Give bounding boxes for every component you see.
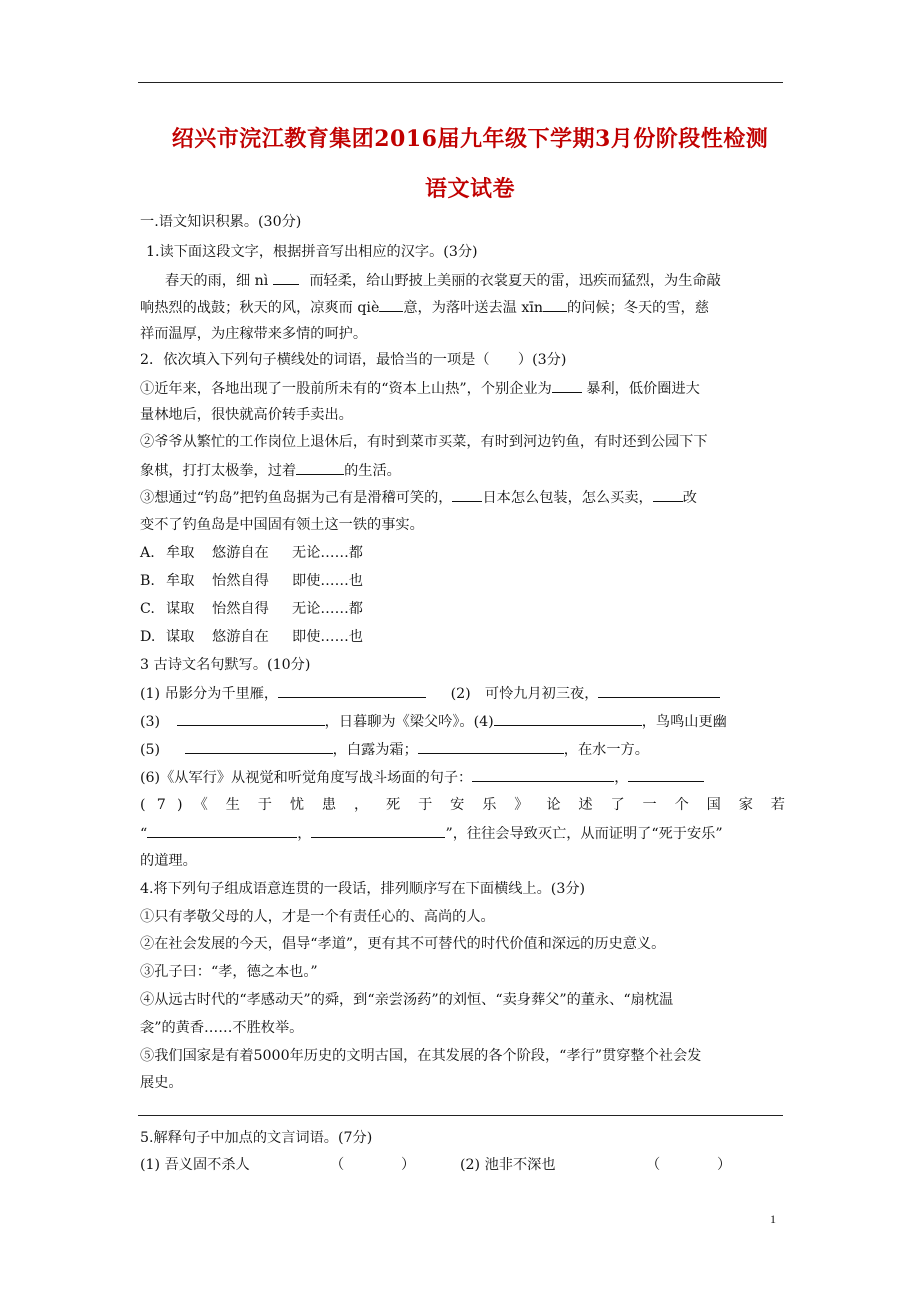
section-heading: 一.语文知识积累。(30分) [140, 214, 302, 230]
blank-4 [552, 378, 582, 393]
blank-3 [543, 297, 567, 312]
q3-line-6 [140, 823, 785, 844]
q3-text: ，白露为霜； [332, 742, 418, 758]
q2-sentence-1-cont: 量林地后，很快就高价转手卖出。 [140, 407, 353, 423]
q1-text: 而轻柔，给山野披上美丽的衣裳夏天的雷，迅疾而猛烈，为生命敲 [309, 273, 721, 289]
option-d [140, 627, 785, 647]
option-word: 牟取 [166, 573, 195, 589]
page-number: 1 [770, 1212, 776, 1226]
blank-8 [278, 683, 426, 698]
answer-paren: （ ） [646, 1157, 732, 1173]
q3-text: (6)《从军行》从视觉和听觉角度写战斗场面的句子： [140, 770, 473, 786]
q4-sentence-2: ②在社会发展的今天，倡导“孝道”，更有其不可替代的时代价值和深远的历史意义。 [140, 936, 666, 952]
option-letter: A. [140, 545, 155, 561]
q3-text: ， [297, 826, 312, 842]
q1-stem: 1.读下面这段文字，根据拼音写出相应的汉字。(3分) [146, 244, 478, 260]
blank-1 [273, 270, 299, 285]
blank-11 [494, 711, 642, 726]
q2-sentence-1 [140, 378, 785, 399]
option-word: 谋取 [166, 629, 195, 645]
q1-line-2 [140, 297, 785, 318]
q2-text: ③想通过“钓岛”把钓鱼岛据为己有是滑稽可笑的， [140, 490, 453, 506]
q2-sentence-2-cont [140, 460, 785, 481]
option-word: 谋取 [166, 601, 195, 617]
top-rule [138, 82, 783, 83]
q1-line-3: 祥而温厚，为庄稼带来多情的呵护。 [140, 326, 368, 342]
option-word: 即使……也 [292, 629, 363, 645]
q5-stem: 5.解释句子中加点的文言词语。(7分) [140, 1130, 373, 1146]
q3-line-7: 的道理。 [140, 853, 197, 869]
page-title: 绍兴市浣江教育集团2016届九年级下学期3月份阶段性检测 [171, 126, 769, 152]
q2-sentence-3 [140, 487, 785, 508]
q1-text: 意，为落叶送去温 xīn [403, 300, 544, 316]
blank-16 [147, 823, 297, 838]
q2-text: ①近年来，各地出现了一股前所未有的“资本上山热”，个别企业为 [140, 381, 552, 397]
q1-text: 响热烈的战鼓；秋天的风，凉爽而 qiè [140, 300, 380, 316]
option-c [140, 599, 785, 619]
blank-9 [598, 683, 720, 698]
q3-text: ，鸟鸣山更幽 [641, 714, 727, 730]
option-letter: D. [140, 629, 156, 645]
blank-7 [653, 487, 683, 502]
q3-text: ，日暮聊为《梁父吟》。(4) [324, 714, 494, 730]
q3-text: (5) [140, 742, 161, 758]
q1-text: 的问候；冬天的雪，慈 [567, 300, 709, 316]
q3-text: “ [140, 826, 148, 842]
blank-6 [452, 487, 482, 502]
q2-stem: 2．依次填入下列句子横线处的词语，最恰当的一项是（ ）(3分) [140, 352, 567, 368]
q1-line-1 [165, 270, 810, 291]
q2-text: 日本怎么包装，怎么买卖， [482, 490, 653, 506]
q3-text: ”，往往会导致灭亡，从而证明了“死于安乐” [445, 826, 723, 842]
q3-line-3 [140, 739, 785, 760]
blank-13 [418, 739, 564, 754]
q4-sentence-3: ③孔子曰：“孝，德之本也。” [140, 964, 318, 980]
option-word: 怡然自得 [212, 573, 269, 589]
q4-sentence-5: ⑤我们国家是有着5000年历史的文明古国，在其发展的各个阶段，“孝行”贯穿整个社会发 [140, 1048, 702, 1064]
q3-line-1 [140, 683, 785, 704]
q3-text: ， [614, 770, 629, 786]
q4-sentence-4: ④从远古时代的“孝感动天”的舜，到“亲尝汤药”的刘恒、“卖身葬父”的董永、“扇枕温 [140, 992, 674, 1008]
option-word: 怡然自得 [212, 601, 269, 617]
blank-2 [379, 297, 403, 312]
q4-sentence-4-cont: 衾”的黄香……不胜枚举。 [140, 1020, 304, 1036]
q3-text: ，在水一方。 [563, 742, 649, 758]
option-word: 无论……都 [292, 601, 363, 617]
q3-text: (2) 可怜九月初三夜， [450, 686, 599, 702]
option-letter: C. [140, 601, 155, 617]
q3-line-2 [140, 711, 785, 732]
blank-17 [311, 823, 445, 838]
q2-sentence-2: ②爷爷从繁忙的工作岗位上退休后，有时到菜市买菜，有时到河边钓鱼，有时还到公园下下 [140, 434, 708, 450]
q5-items [140, 1155, 785, 1175]
option-b [140, 571, 785, 591]
q2-text: 的生活。 [344, 463, 401, 479]
q3-text: (1) 吊影分为千里雁， [140, 686, 279, 702]
option-word: 悠游自在 [212, 629, 269, 645]
q3-line-4 [140, 767, 785, 788]
q2-text: 暴利，低价圈进大 [586, 381, 700, 397]
q4-sentence-1: ①只有孝敬父母的人，才是一个有责任心的、高尚的人。 [140, 909, 495, 925]
option-word: 悠游自在 [212, 545, 269, 561]
q2-text: 改 [682, 490, 697, 506]
option-word: 即使……也 [292, 573, 363, 589]
blank-12 [185, 739, 333, 754]
q5-item-1: (1) 吾义固不杀人 [140, 1157, 250, 1173]
q1-text: 春天的雨，细 nì [165, 273, 269, 289]
option-word: 无论……都 [292, 545, 363, 561]
blank-5 [296, 460, 344, 475]
q5-item-2: (2) 池非不深也 [460, 1157, 556, 1173]
blank-14 [472, 767, 614, 782]
q4-stem: 4.将下列句子组成语意连贯的一段话，排列顺序写在下面横线上。(3分) [140, 881, 586, 897]
option-a [140, 543, 785, 563]
blank-15 [628, 767, 704, 782]
q2-text: 象棋，打打太极拳，过着 [140, 463, 297, 479]
q3-text: (3) [140, 714, 161, 730]
page-subtitle: 语文试卷 [424, 176, 515, 202]
blank-10 [177, 711, 325, 726]
option-word: 牟取 [166, 545, 195, 561]
q4-sentence-5-cont: 展史。 [140, 1075, 183, 1091]
option-letter: B. [140, 573, 155, 589]
q2-sentence-3-cont: 变不了钓鱼岛是中国固有领土这一铁的事实。 [140, 517, 424, 533]
q3-stem: 3 古诗文名句默写。(10分) [140, 657, 311, 673]
answer-line [138, 1115, 783, 1116]
q3-line-5: ( 7 ) 《 生 于 忧 患 ， 死 于 安 乐 》 论 述 了 一 个 国 家 若 [140, 797, 785, 813]
answer-paren: （ ） [330, 1157, 416, 1173]
